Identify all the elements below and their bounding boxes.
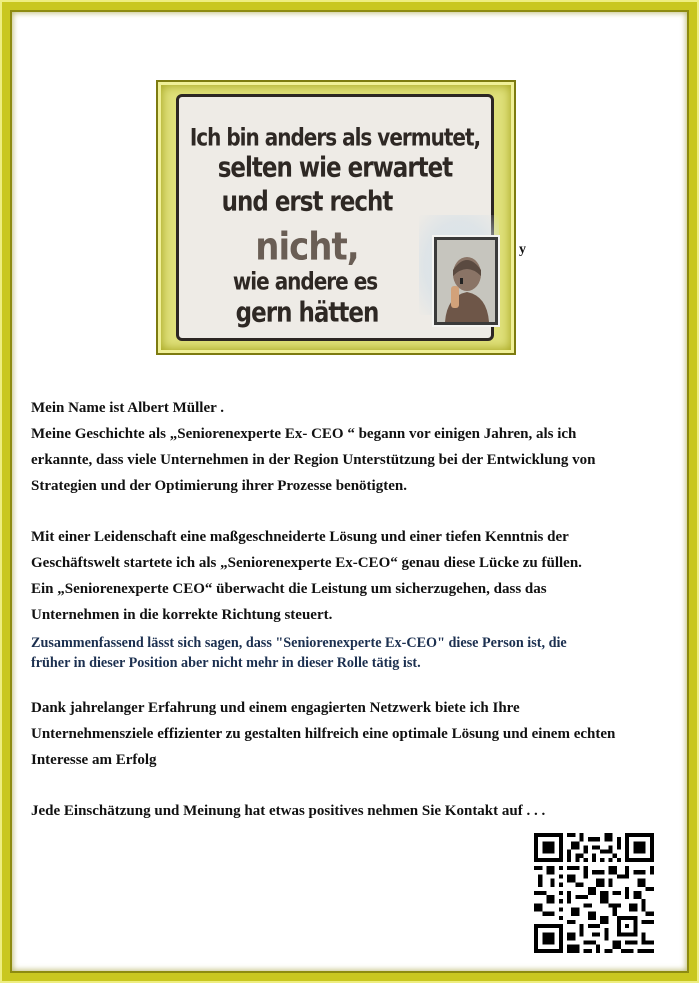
sign-line-3: und erst recht <box>221 186 393 218</box>
summary-line-1: Zusammenfassend lässt sich sagen, dass "Seniorenexperte Ex-CEO" diese Person ist, die <box>31 635 567 651</box>
closing-line: Jede Einschätzung und Meinung hat etwas positives nehmen Sie Kontakt auf . . . <box>31 803 546 819</box>
sign-line-4: nicht, <box>255 224 359 270</box>
portrait-figure-icon <box>437 240 495 322</box>
experience-line-2: Unternehmensziele effizienter zu gestalten hilfreich eine optimale Lösung und einem echten <box>31 726 616 742</box>
intro-line-3: erkannte, dass viele Unternehmen in der Region Unterstützung bei der Entwicklung von <box>31 452 596 468</box>
intro-line-1: Mein Name ist Albert Müller . <box>31 400 225 416</box>
sign-line-6: gern hätten <box>235 297 379 329</box>
passion-line-3: Ein „Seniorenexperte CEO“ überwacht die Leistung um sicherzugehen, dass das <box>31 581 547 597</box>
experience-line-3: Interesse am Erfolg <box>31 752 157 768</box>
sign-line-2: selten wie erwartet <box>217 152 453 184</box>
passion-line-2: Geschäftswelt startete ich als „Seniorenexperte Ex-CEO“ genau diese Lücke zu füllen. <box>31 555 582 571</box>
intro-line-2: Meine Geschichte als „Seniorenexperte Ex- CEO “ begann vor einigen Jahren, als ich <box>31 426 577 442</box>
stray-character: y <box>519 242 526 257</box>
qr-code-icon[interactable] <box>534 833 654 953</box>
quote-sign-image <box>156 80 516 355</box>
quote-sign-board <box>176 94 494 341</box>
portrait-photo <box>434 237 498 325</box>
summary-line-2: früher in dieser Position aber nicht mehr in dieser Rolle tätig ist. <box>31 655 421 671</box>
experience-line-1: Dank jahrelanger Erfahrung und einem engagierten Netzwerk biete ich Ihre <box>31 700 520 716</box>
passion-line-4: Unternehmen in die korrekte Richtung steuert. <box>31 607 333 623</box>
sign-line-5: wie andere es <box>232 266 378 296</box>
sign-line-1: Ich bin anders als vermutet, <box>189 122 481 152</box>
intro-line-4: Strategien und der Optimierung ihrer Prozesse benötigten. <box>31 478 407 494</box>
passion-line-1: Mit einer Leidenschaft eine maßgeschneiderte Lösung und einer tiefen Kenntnis der <box>31 529 569 545</box>
